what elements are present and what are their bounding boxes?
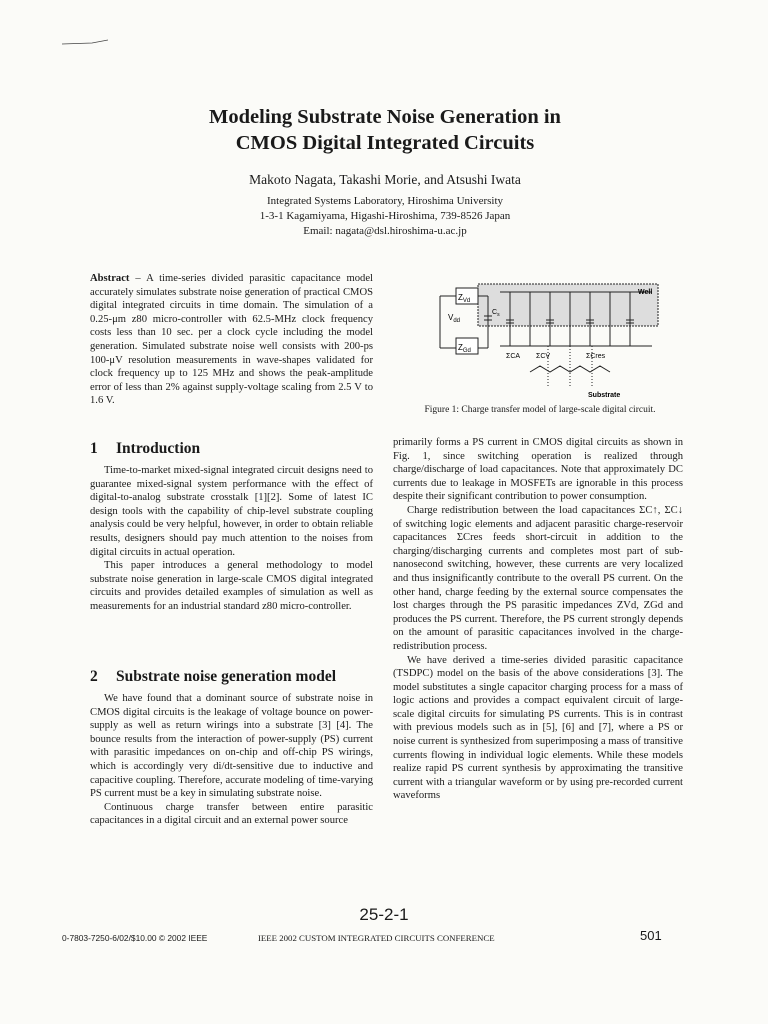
section-number: 1 xyxy=(90,440,98,457)
affiliation-line: Integrated Systems Laboratory, Hiroshima University xyxy=(266,195,504,207)
session-code: 25-2-1 xyxy=(359,905,409,924)
section-heading-introduction xyxy=(90,440,200,458)
section-title: Introduction xyxy=(116,440,201,457)
paragraph: We have found that a dominant source of substrate noise in CMOS digital circuits is the leakage of voltage bounce on power-supply as well as return wirings into a substrate [3] [4]. The bounce results from the interaction of power-supply (PS) current with parasitic impedances on on-chip and off-chip PS wirings, which is accordingly very di/dt-sensitive due to inductive and capacitive coupling. Therefore, accurate modeling of time-varying PS current must be a key in simulating substrate noise. xyxy=(90,693,373,800)
affiliation-block xyxy=(90,194,680,239)
introduction-body xyxy=(90,464,373,614)
vdd-label: $V_{dd}$ xyxy=(448,313,461,324)
zgd-label: $Z_{Gd}$ xyxy=(458,343,471,354)
title-line-2: CMOS Digital Integrated Circuits xyxy=(235,132,535,154)
figure-caption: Figure 1: Charge transfer model of large-scale digital circuit. xyxy=(424,405,656,415)
copyright-footer: 0-7803-7250-6/02/$10.00 © 2002 IEEE xyxy=(62,933,208,943)
right-column-body xyxy=(393,436,683,803)
abstract-label: Abstract xyxy=(90,273,130,284)
email-line: Email: nagata@dsl.hiroshima-u.ac.jp xyxy=(303,225,467,237)
paragraph: Charge redistribution between the load capacitances ΣC↑, ΣC↓ of switching logic elements and adjacent parasitic charge-reservoir capacitances ΣCres feeds short-circuit in addition to the charging/discharging currents and completes most part of sub-nanosecond switching, however, these currents are very localized and thus insignificantly contribute to the overall PS current. On the other hand, charge feeding by the external source compensates the lost charges through the PS parasitic impedances ZVd, ZGd and produces the PS current. Therefore, the PS current strongly depends on the amount of parasitic capacitances involved in the charge-redistribution process. xyxy=(393,504,683,652)
conference-footer: IEEE 2002 CUSTOM INTEGRATED CIRCUITS CONFERENCE xyxy=(258,933,495,943)
paragraph: We have derived a time-series divided parasitic capacitance (TSDPC) model on the basis of the above considerations [3]. The model substitutes a single capacitor charging process for a mass of logic actions and provides a compact equivalent circuit of large-scale digital circuits for simulating PS currents. This is in contrast with previous models such as in [5], [6] and [7], where a PS or noise current is synthesized from superimposing a mass of transitive currents flowing in individual logic elements. While these models realize rapid PS current synthesis by approximating the transitive current with a triangular waveform or by using pre-recorded current waveforms xyxy=(393,654,683,802)
paragraph: primarily forms a PS current in CMOS digital circuits as shown in Fig. 1, since switching operation is realized through charge/discharge of load capacitances. Note that approximately DC currents due to leakage in MOSFETs are ignorable in this process despite their significant contribution to power consumption. xyxy=(393,437,683,503)
section-heading-substrate-noise xyxy=(90,668,336,686)
paragraph: Time-to-market mixed-signal integrated circuit designs need to guarantee mixed-signal system performance with the effect of digital-to-analog substrate crosstalk [1][2]. Some of latest IC design tools with the capability of chip-level substrate coupling analysis could be very helpful, however, in order to obtain reliable results, designers should pay much attention to the noises from digital circuits in actual operation. xyxy=(90,465,373,558)
paragraph: This paper introduces a general methodology to model substrate noise generation in large-scale CMOS digital integrated circuits and provides detailed examples of simulation as well as measurements for an industrial standard z80 micro-controller. xyxy=(90,560,373,612)
figure-charge-transfer-model xyxy=(420,276,660,406)
author-list: Makoto Nagata, Takashi Morie, and Atsushi Iwata xyxy=(249,172,521,187)
sum-cres-label: ΣCres xyxy=(586,353,606,360)
title-line-1: Modeling Substrate Noise Generation in xyxy=(209,106,561,128)
page-number: 501 xyxy=(640,928,662,943)
cs-label: $C_s$ xyxy=(492,309,500,318)
section-title: Substrate noise generation model xyxy=(116,668,337,685)
substrate-label: Substrate xyxy=(588,392,621,399)
abstract xyxy=(90,272,373,408)
abstract-text: – A time-series divided parasitic capacitance model accurately simulates substrate noise generation of practical CMOS digital integrated circuits in time domain. The simulation of a 0.25-μm z80 micro-controller with 62.5-MHz clock frequency costs less than 10 sec. per a clock cycle including the model generation. Simulated substrate noise well consists with 200-ps 100-μV resolution measurements in wave-shapes validated for clock frequency up to 125 MHz and shows the peak-amplitude error of less than 2% against supply-voltage scaling from 2.5 V to 1.6 V. xyxy=(90,273,373,407)
well-label: Well xyxy=(638,289,653,296)
address-line: 1-3-1 Kagamiyama, Higashi-Hiroshima, 739-8526 Japan xyxy=(259,210,511,222)
paper-title xyxy=(90,104,680,156)
scan-mark-decoration xyxy=(62,38,108,46)
sum-cv-label: ΣCV xyxy=(536,353,551,360)
section-number: 2 xyxy=(90,668,98,685)
paragraph: Continuous charge transfer between entire parasitic capacitances in a digital circuit and an external power source xyxy=(90,801,373,827)
sum-ca-label: ΣCA xyxy=(506,353,521,360)
section-2-body xyxy=(90,692,373,828)
zvd-label: $Z_{Vd}$ xyxy=(458,293,471,304)
